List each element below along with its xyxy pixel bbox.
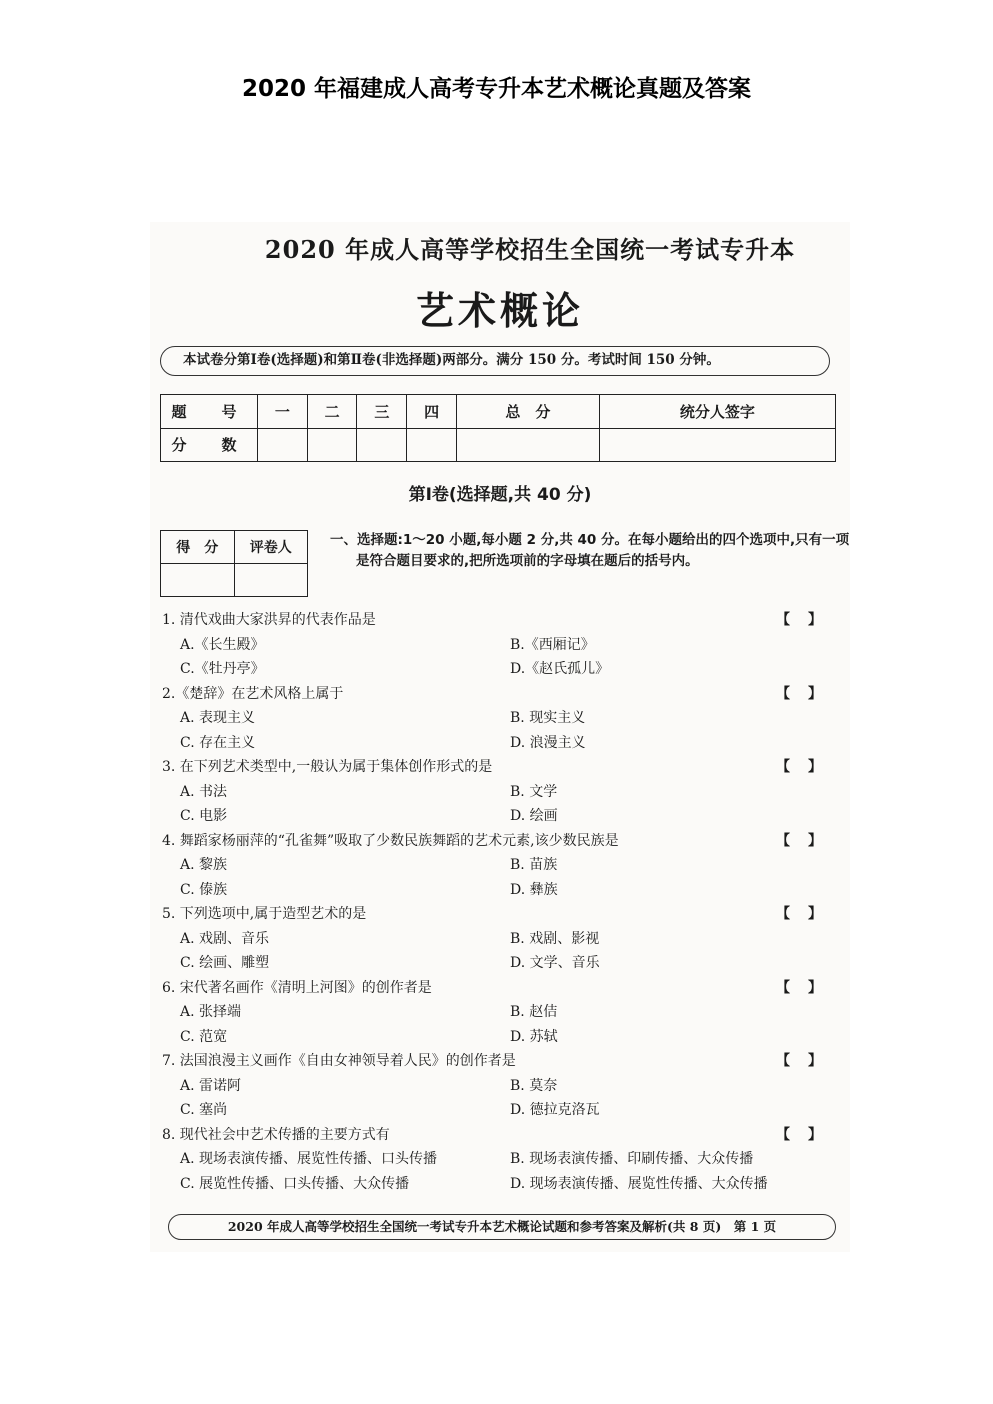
question-stem: 2.《楚辞》在艺术风格上属于 bbox=[162, 685, 344, 702]
score-row-label: 分 数 bbox=[161, 428, 258, 462]
answer-option: D. 彝族 bbox=[510, 881, 558, 898]
answer-option: B. 现场表演传播、印刷传播、大众传播 bbox=[510, 1151, 754, 1167]
question-item bbox=[162, 682, 844, 756]
option-grid bbox=[162, 927, 844, 976]
option-grid bbox=[162, 1074, 844, 1123]
answer-option: D.《赵氏孤儿》 bbox=[510, 661, 610, 677]
answer-bracket: 【】 bbox=[776, 612, 840, 628]
scanned-exam-page bbox=[150, 222, 850, 1252]
score-blank-cell bbox=[407, 428, 457, 462]
score-blank-cell bbox=[357, 428, 407, 462]
question-stem: 6. 宋代著名画作《清明上河图》的创作者是 bbox=[162, 979, 432, 996]
option-grid bbox=[162, 1147, 844, 1196]
score-table-cell: 四 bbox=[407, 395, 457, 429]
score-blank-cell bbox=[258, 428, 308, 462]
score-table-cell: 统分人签字 bbox=[599, 395, 835, 429]
section-instructions: 一、选择题:1～20 小题,每小题 2 分,共 40 分。在每小题给出的四个选项中,只有一项是符合题目要求的,把所选项前的字母填在题后的括号内。 bbox=[330, 532, 850, 569]
answer-option: D. 德拉克洛瓦 bbox=[510, 1102, 600, 1118]
score-table-header-row bbox=[161, 395, 836, 429]
answer-option: C. 存在主义 bbox=[180, 734, 256, 751]
answer-option: D. 浪漫主义 bbox=[510, 734, 586, 751]
answer-option: C.《牡丹亭》 bbox=[180, 661, 265, 677]
question-item bbox=[162, 829, 844, 903]
answer-option: C. 塞尚 bbox=[180, 1102, 228, 1118]
question-item bbox=[162, 755, 844, 829]
answer-option: D. 苏轼 bbox=[510, 1028, 558, 1045]
question-stem: 5. 下列选项中,属于造型艺术的是 bbox=[162, 906, 367, 922]
part-title: 第Ⅰ卷(选择题,共 40 分) bbox=[408, 485, 592, 505]
answer-option: B.《西厢记》 bbox=[510, 636, 595, 653]
answer-option: A. 戏剧、音乐 bbox=[180, 930, 270, 947]
answer-option: B. 文学 bbox=[510, 783, 558, 800]
answer-option: A. 张择端 bbox=[180, 1004, 242, 1020]
question-stem: 4. 舞蹈家杨丽萍的“孔雀舞”吸取了少数民族舞蹈的艺术元素,该少数民族是 bbox=[162, 832, 619, 849]
answer-option: A. 书法 bbox=[180, 783, 228, 800]
exam-title: 2020 年成人高等学校招生全国统一考试专升本 bbox=[264, 235, 796, 264]
grader-score-label: 得 分 bbox=[161, 531, 235, 564]
answer-option: B. 苗族 bbox=[510, 857, 558, 873]
question-list bbox=[162, 608, 844, 1196]
answer-option: D. 绘画 bbox=[510, 808, 558, 824]
score-blank-cell bbox=[599, 428, 835, 462]
question-item bbox=[162, 902, 844, 976]
answer-option: A. 表现主义 bbox=[180, 710, 256, 726]
score-table-cell: 题 号 bbox=[161, 395, 258, 429]
question-item bbox=[162, 976, 844, 1050]
answer-option: B. 戏剧、影视 bbox=[510, 930, 600, 947]
score-table-cell: 一 bbox=[258, 395, 308, 429]
option-grid bbox=[162, 633, 844, 682]
answer-option: C. 傣族 bbox=[180, 881, 228, 898]
answer-option: B. 赵佶 bbox=[510, 1004, 558, 1020]
answer-option: A. 现场表演传播、展览性传播、口头传播 bbox=[180, 1151, 438, 1167]
document-title: 2020 年福建成人高考专升本艺术概论真题及答案 bbox=[241, 76, 752, 102]
grader-blank-cell bbox=[161, 564, 235, 597]
answer-bracket: 【】 bbox=[776, 832, 840, 849]
answer-bracket: 【】 bbox=[776, 906, 840, 922]
question-stem: 8. 现代社会中艺术传播的主要方式有 bbox=[162, 1126, 390, 1143]
question-item bbox=[162, 1049, 844, 1123]
answer-option: D. 现场表演传播、展览性传播、大众传播 bbox=[510, 1175, 768, 1192]
answer-option: C. 绘画、雕塑 bbox=[180, 955, 270, 971]
subject-title: 艺术概论 bbox=[415, 288, 584, 333]
score-table-cell: 总 分 bbox=[456, 395, 599, 429]
question-stem: 3. 在下列艺术类型中,一般认为属于集体创作形式的是 bbox=[162, 759, 493, 775]
grader-table bbox=[160, 530, 308, 597]
grader-name-label: 评卷人 bbox=[234, 531, 308, 564]
score-table-cell: 三 bbox=[357, 395, 407, 429]
answer-option: C. 展览性传播、口头传播、大众传播 bbox=[180, 1175, 410, 1192]
question-item bbox=[162, 608, 844, 682]
answer-bracket: 【】 bbox=[776, 685, 840, 702]
option-grid bbox=[162, 780, 844, 829]
score-blank-cell bbox=[307, 428, 357, 462]
answer-option: C. 电影 bbox=[180, 808, 228, 824]
answer-bracket: 【】 bbox=[776, 979, 840, 996]
answer-bracket: 【】 bbox=[776, 1053, 840, 1069]
answer-bracket: 【】 bbox=[776, 1126, 840, 1143]
answer-option: C. 范宽 bbox=[180, 1028, 228, 1045]
page-footer: 2020 年成人高等学校招生全国统一考试专升本艺术概论试题和参考答案及解析(共 8 页) 第 1 页 bbox=[168, 1214, 836, 1240]
question-stem: 1. 清代戏曲大家洪昇的代表作品是 bbox=[162, 612, 376, 628]
answer-option: A. 雷诺阿 bbox=[180, 1077, 242, 1094]
option-grid bbox=[162, 706, 844, 755]
question-stem: 7. 法国浪漫主义画作《自由女神领导着人民》的创作者是 bbox=[162, 1053, 516, 1069]
option-grid bbox=[162, 853, 844, 902]
exam-notice: 本试卷分第Ⅰ卷(选择题)和第Ⅱ卷(非选择题)两部分。满分 150 分。考试时间 150 分钟。 bbox=[160, 346, 830, 376]
answer-option: A. 黎族 bbox=[180, 857, 228, 873]
question-item bbox=[162, 1123, 844, 1197]
answer-bracket: 【】 bbox=[776, 759, 840, 775]
score-table-cell: 二 bbox=[307, 395, 357, 429]
score-table bbox=[160, 394, 836, 462]
score-blank-cell bbox=[456, 428, 599, 462]
option-grid bbox=[162, 1000, 844, 1049]
grader-blank-cell bbox=[234, 564, 308, 597]
answer-option: B. 莫奈 bbox=[510, 1077, 558, 1094]
answer-option: B. 现实主义 bbox=[510, 710, 586, 726]
answer-option: A.《长生殿》 bbox=[180, 636, 265, 653]
score-table-score-row bbox=[161, 428, 836, 462]
answer-option: D. 文学、音乐 bbox=[510, 955, 600, 971]
